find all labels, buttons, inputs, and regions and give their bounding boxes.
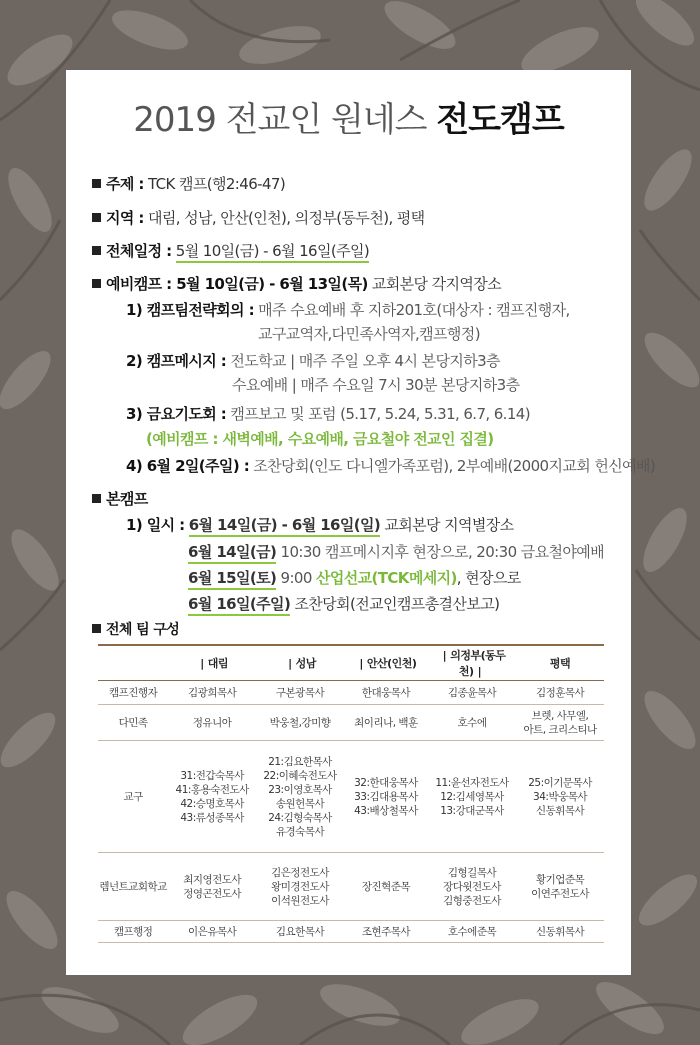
theme-line (92, 173, 285, 194)
team-header-cell: | 대림 (168, 645, 256, 681)
maincamp-item1-label: 1) 일시 : (126, 516, 185, 534)
bullet-square-icon (92, 179, 101, 188)
bullet-square-icon (92, 624, 101, 633)
poster-card (66, 70, 656, 975)
precamp-item4 (126, 455, 655, 476)
team-header-cell: | 의정부(동두천) | (428, 645, 516, 681)
team-table-cell: 황기업준목 이연주전도사 (516, 853, 604, 921)
team-header-label: 대림 (207, 657, 229, 670)
precamp-item3-text: 캠프보고 및 포럼 (5.17, 5.24, 5.31, 6.7, 6.14) (226, 405, 530, 423)
team-table-cell: 32:한대웅목사 33:김대용목사 43:배상철목사 (344, 741, 428, 853)
maincamp-day2-highlight: 산업선교(TCK메세지) (315, 569, 457, 587)
team-table-cell: 김정훈목사 (516, 681, 604, 705)
team-header-cell: 평택 (516, 645, 604, 681)
maincamp-day2 (188, 567, 521, 588)
team-header-cell (98, 645, 168, 681)
page-title (66, 92, 631, 141)
maincamp-item1 (126, 514, 514, 535)
maincamp-day1-text: 10:30 캠프메시지후 현장으로, 20:30 금요철야예배 (276, 543, 605, 561)
precamp-item2-cont: 수요예배 | 매주 수요일 7시 30분 본당지하3층 (232, 376, 520, 394)
precamp-item2-text: 전도학교 | 매주 주일 오후 4시 본당지하3층 (226, 352, 500, 370)
maincamp-day2-date: 6월 15일(토) (188, 569, 276, 590)
theme-value: TCK 캠프(행2:46-47) (143, 175, 286, 193)
team-table-cell: 25:이기문목사 34:박웅목사 신동휘목사 (516, 741, 604, 853)
team-table-cell: 김종윤목사 (428, 681, 516, 705)
team-section-label (92, 619, 179, 639)
team-table-cell: 호수에준목 (428, 921, 516, 943)
precamp-item2-label: 2) 캠프메시지 : (126, 352, 227, 370)
maincamp-day3-text: 조찬당회(전교인캠프총결산보고) (290, 595, 500, 613)
team-row-name: 교구 (98, 741, 168, 853)
team-row-name: 캠프행정 (98, 921, 168, 943)
team-table-cell: 신동휘목사 (516, 921, 604, 943)
schedule-value: 5월 10일(금) - 6월 16일(주일) (176, 242, 369, 263)
team-table-cell: 최지영전도사 정영곤전도사 (168, 853, 256, 921)
precamp-item1-cont: 교구교역자,다민족사역자,캠프행정) (258, 325, 480, 343)
precamp-item2 (126, 350, 500, 371)
team-table-cell: 김은정전도사 왕미경전도사 이석원전도사 (256, 853, 344, 921)
maincamp-day1-date: 6월 14일(금) (188, 543, 276, 564)
team-row-name: 캠프진행자 (98, 681, 168, 705)
precamp-label: 예비캠프 : (106, 275, 172, 293)
team-row-name: 다민족 (98, 705, 168, 741)
bullet-square-icon (92, 246, 101, 255)
team-table-cell: 김요한목사 (256, 921, 344, 943)
team-table-cell: 브렛, 사무엘, 아트, 크리스티나 (516, 705, 604, 741)
bullet-square-icon (92, 279, 101, 288)
maincamp-day2-rest: , 현장으로 (456, 569, 521, 587)
team-header-cell: | 성남 (256, 645, 344, 681)
maincamp-item1-place: 교회본당 지역별장소 (380, 516, 514, 534)
team-header-label: 의정부(동두천) (450, 649, 506, 678)
maincamp-line (92, 488, 148, 509)
team-table-cell: 한대웅목사 (344, 681, 428, 705)
team-table-row (98, 681, 604, 705)
team-table-cell: 김형길목사 장다윗전도사 김형중전도사 (428, 853, 516, 921)
precamp-item4-label: 4) 6월 2일(주일) : (126, 457, 250, 475)
region-line (92, 207, 425, 228)
team-table-cell: 11:윤선자전도사 12:김세영목사 13:강대군목사 (428, 741, 516, 853)
team-table-cell: 정유니아 (168, 705, 256, 741)
team-table-cell: 31:전갑숙목사 41:홍용숙전도사 42:승명호목사 43:류성종목사 (168, 741, 256, 853)
team-table (98, 644, 604, 943)
precamp-item3 (126, 403, 530, 424)
team-table-header (98, 645, 604, 681)
schedule-label: 전체일정 : (106, 242, 172, 260)
bullet-square-icon (92, 213, 101, 222)
schedule-line (92, 240, 369, 261)
region-value: 대림, 성남, 안산(인천), 의정부(동두천), 평택 (143, 209, 425, 227)
precamp-item1-label: 1) 캠프팀전략회의 : (126, 301, 254, 319)
maincamp-day3 (188, 593, 499, 614)
team-row-name: 렘넌트교회학교 (98, 853, 168, 921)
team-table-row (98, 921, 604, 943)
team-table-row (98, 853, 604, 921)
team-table-row (98, 741, 604, 853)
maincamp-label: 본캠프 (106, 490, 148, 508)
team-label: 전체 팀 구성 (106, 622, 180, 638)
precamp-item4-text: 조찬당회(인도 다니엘가족포럼), 2부예배(2000지교회 헌신예배) (249, 457, 656, 475)
maincamp-day2-time: 9:00 (276, 569, 316, 587)
bullet-square-icon (92, 494, 101, 503)
team-table-cell: 박웅철,강미향 (256, 705, 344, 741)
precamp-item1 (126, 299, 570, 320)
precamp-item3-label: 3) 금요기도회 : (126, 405, 227, 423)
team-header-cell: | 안산(인천) (344, 645, 428, 681)
team-table-cell: 조현주목사 (344, 921, 428, 943)
region-label: 지역 : (106, 209, 144, 227)
maincamp-item1-dates: 6월 14일(금) - 6월 16일(일) (189, 516, 381, 537)
precamp-item3-note: (예비캠프 : 새벽예배, 수요예배, 금요철야 전교인 집결) (146, 430, 494, 448)
precamp-line (92, 273, 501, 294)
team-table-row (98, 705, 604, 741)
title-bold: 전도캠프 (436, 100, 564, 140)
title-normal: 2019 전교인 원네스 (133, 100, 437, 140)
team-table-cell: 장진혁준목 (344, 853, 428, 921)
team-table-cell: 21:김요한목사 22:이혜숙전도사 23:이영호목사 송원헌목사 24:김형숙목사 유경숙목사 (256, 741, 344, 853)
team-table-cell: 호수에 (428, 705, 516, 741)
team-header-label: 안산(인천) (366, 657, 417, 670)
team-table-cell: 구본광목사 (256, 681, 344, 705)
precamp-place: 교회본당 각지역장소 (367, 275, 502, 293)
team-table-cell: 최이리나, 백훈 (344, 705, 428, 741)
precamp-dates: 5월 10일(금) - 6월 13일(목) (171, 275, 368, 293)
team-table-cell: 김광희목사 (168, 681, 256, 705)
maincamp-day1 (188, 541, 604, 562)
theme-label: 주제 : (106, 175, 144, 193)
precamp-item1-text: 매주 수요예배 후 지하201호(대상자 : 캠프진행자, (253, 301, 570, 319)
team-header-label: 성남 (295, 657, 316, 670)
team-table-cell: 이은유목사 (168, 921, 256, 943)
maincamp-day3-date: 6월 16일(주일) (188, 595, 290, 616)
